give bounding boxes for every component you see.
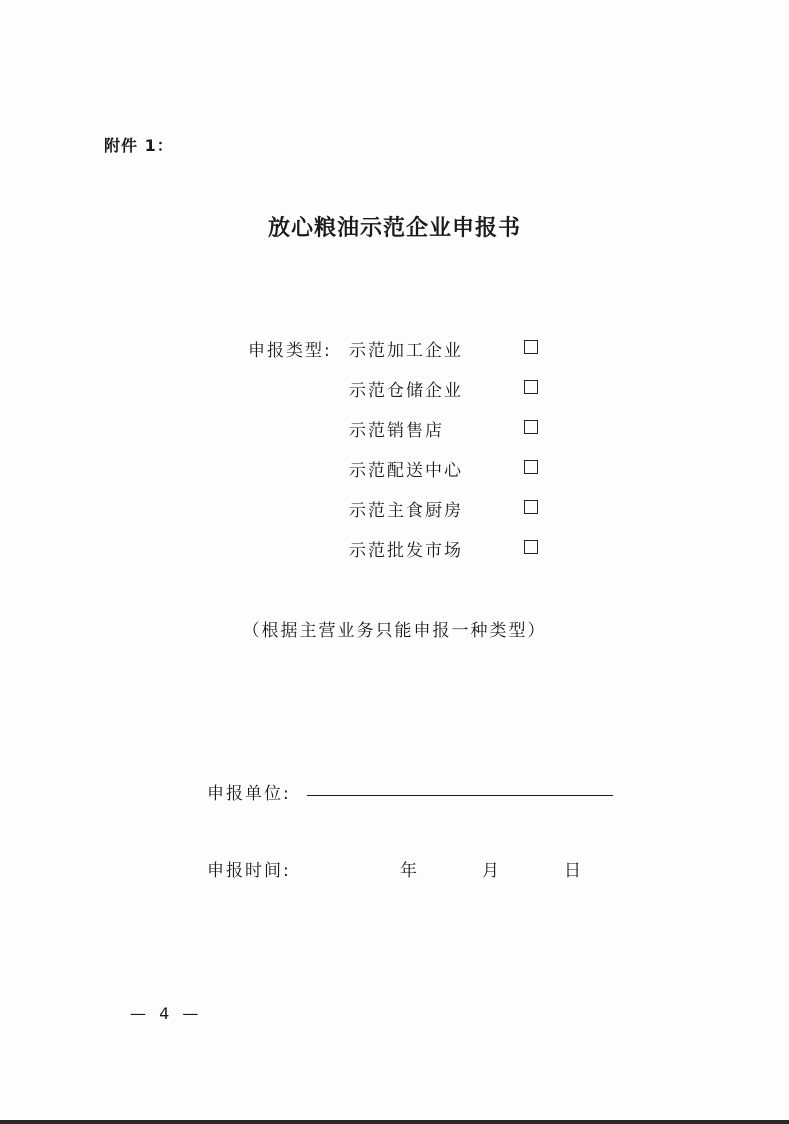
checkbox[interactable] [524, 460, 538, 474]
document-title: 放心粮油示范企业申报书 [267, 215, 521, 241]
page-number: — 4 — [130, 1004, 203, 1023]
declaration-note: （根据主营业务只能申报一种类型） [242, 621, 547, 641]
declaring-unit-label: 申报单位: [207, 784, 291, 804]
checkbox[interactable] [524, 420, 538, 434]
year-label: 年 [400, 861, 417, 881]
option-label: 示范销售店 [349, 421, 444, 441]
attachment-label: 附件 1： [104, 136, 174, 155]
declaring-unit-field[interactable] [307, 795, 613, 796]
option-label: 示范批发市场 [349, 541, 463, 561]
option-label: 示范配送中心 [349, 461, 463, 481]
checkbox[interactable] [524, 380, 538, 394]
option-staple-food-kitchen [349, 496, 549, 520]
day-label: 日 [564, 861, 581, 881]
option-label: 示范主食厨房 [349, 501, 463, 521]
declaration-type-label: 申报类型: [248, 341, 332, 361]
checkbox[interactable] [524, 340, 538, 354]
page-edge [0, 1120, 789, 1124]
option-label: 示范加工企业 [349, 341, 463, 361]
declaration-time-label: 申报时间: [207, 861, 291, 881]
option-sales-store [349, 416, 549, 440]
option-processing-enterprise [349, 336, 549, 360]
option-distribution-center [349, 456, 549, 480]
option-label: 示范仓储企业 [349, 381, 463, 401]
option-wholesale-market [349, 536, 549, 560]
checkbox[interactable] [524, 500, 538, 514]
checkbox[interactable] [524, 540, 538, 554]
month-label: 月 [482, 861, 499, 881]
option-storage-enterprise [349, 376, 549, 400]
